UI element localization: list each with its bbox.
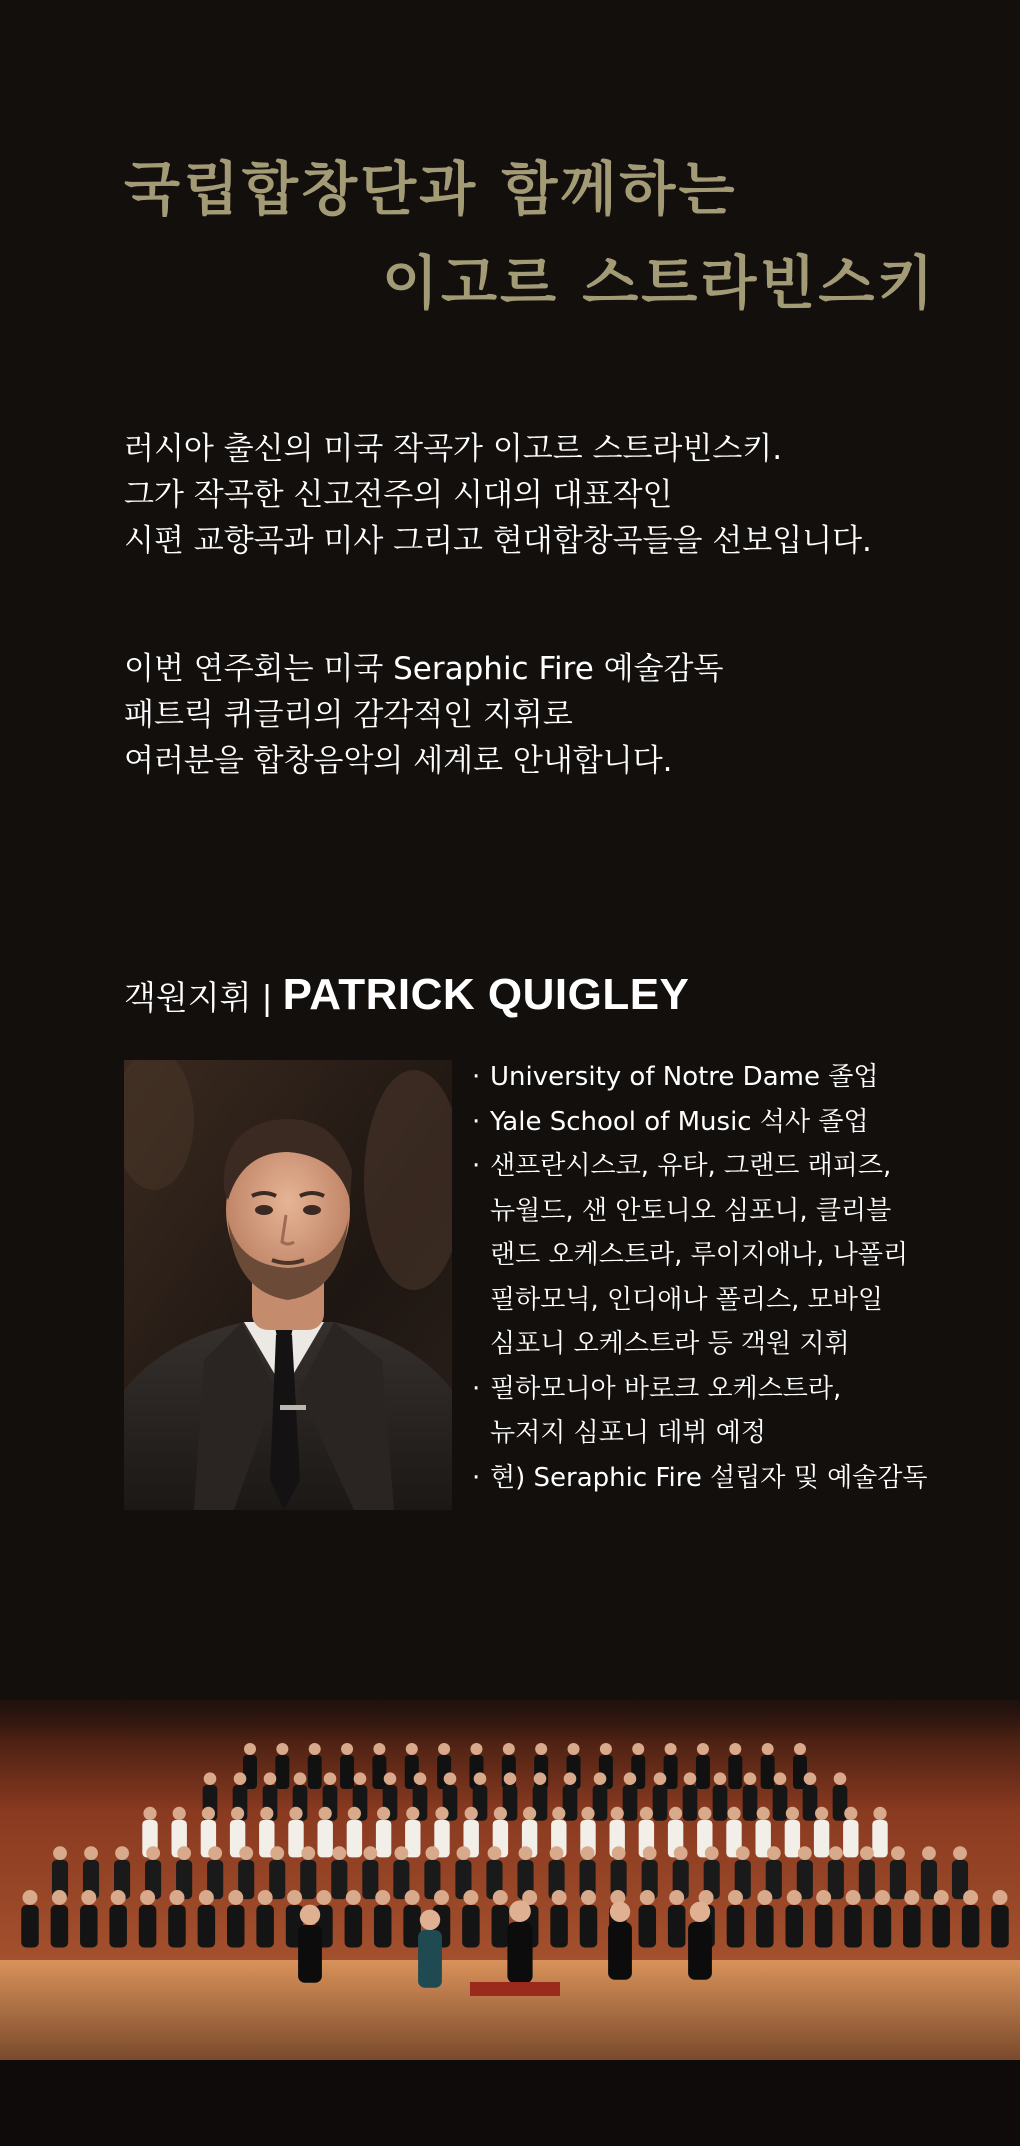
bio-line: 랜드 오케스트라, 루이지애나, 나폴리	[490, 1240, 909, 1270]
bio-item	[472, 1367, 1012, 1456]
intro-paragraph-2	[124, 646, 723, 784]
bio-line: 뉴저지 심포니 데뷔 예정	[490, 1418, 766, 1448]
bio-line: 현) Seraphic Fire 설립자 및 예술감독	[490, 1462, 928, 1493]
intro-line: 러시아 출신의 미국 작곡가 이고르 스트라빈스키.	[124, 431, 783, 467]
bio-item	[472, 1055, 1012, 1100]
intro-paragraph-1	[124, 426, 872, 564]
bio-line: Yale School of Music 석사 졸업	[490, 1106, 869, 1137]
bio-line: · 샌프란시스코, 유타, 그랜드 래피즈,	[490, 1151, 892, 1181]
intro-line: 여러분을 합창음악의 세계로 안내합니다.	[124, 743, 673, 779]
bio-item	[472, 1144, 1012, 1367]
conductor-portrait	[124, 1060, 452, 1510]
conductor-role: 객원지휘	[124, 978, 252, 1017]
intro-line: 패트릭 퀴글리의 감각적인 지휘로	[124, 697, 573, 733]
intro-line: 이번 연주회는 미국 Seraphic Fire 예술감독	[124, 651, 724, 687]
bio-line: 필하모닉, 인디애나 폴리스, 모바일	[490, 1284, 883, 1315]
bio-line: University of Notre Dame 졸업	[490, 1062, 879, 1092]
title-line-2: 이고르 스트라빈스키	[382, 249, 937, 317]
poster-title	[0, 0, 1020, 340]
bio-line: · 필하모니아 바로크 오케스트라,	[490, 1373, 842, 1404]
conductor-name: PATRICK QUIGLEY	[282, 970, 690, 1019]
intro-line: 시편 교향곡과 미사 그리고 현대합창곡들을 선보입니다.	[124, 523, 872, 559]
conductor-heading	[124, 970, 689, 1020]
conductor-bio-list	[472, 1055, 1012, 1500]
bio-item	[472, 1456, 1012, 1501]
bio-line: 심포니 오케스트라 등 객원 지휘	[490, 1329, 850, 1359]
orchestra-photo	[0, 1660, 1020, 2146]
bio-line: 뉴월드, 샌 안토니오 심포니, 클리블	[490, 1195, 892, 1226]
bio-item	[472, 1100, 1012, 1145]
heading-separator: |	[261, 978, 273, 1017]
title-line-1: 국립합창단과 함께하는	[124, 155, 738, 223]
intro-line: 그가 작곡한 신고전주의 시대의 대표작인	[124, 477, 673, 513]
